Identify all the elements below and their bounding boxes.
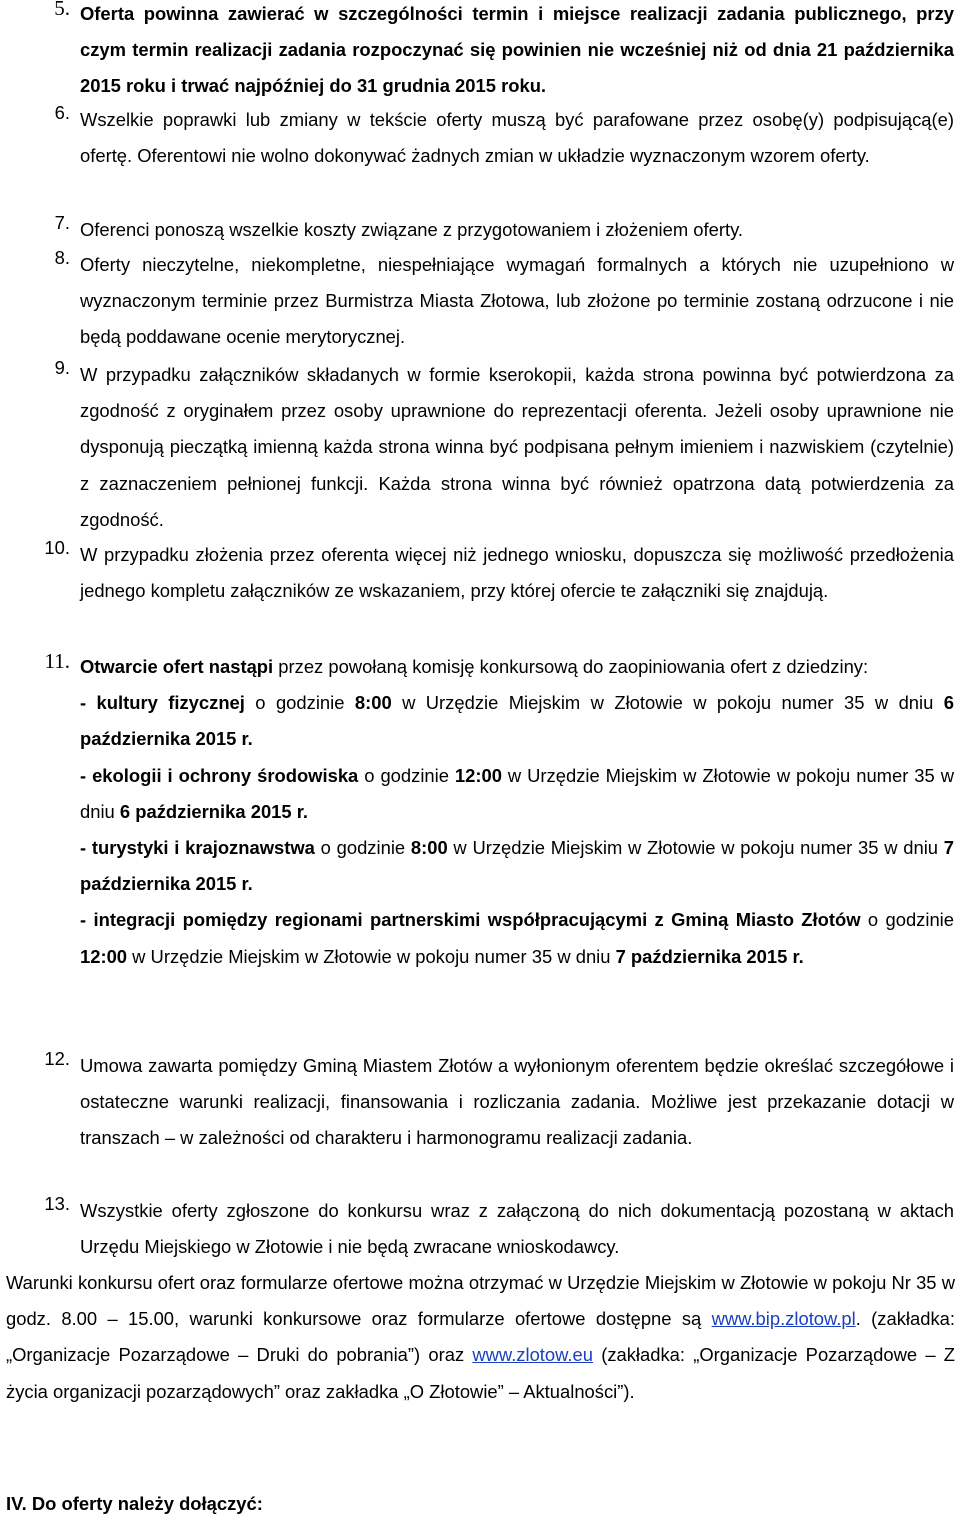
item-number: 6. xyxy=(54,102,70,123)
list-item-7 xyxy=(0,212,954,248)
list-item-13 xyxy=(0,1193,954,1265)
item-text: Otwarcie ofert nastąpi przez powołaną komisję konkursową do zaopiniowania ofert z dziedziny: - kultury fizycznej o godzinie 8:00 w Urzędzie Miejskim w Złotowie w pokoju numer 35 w dniu 6 października 2015 r. - ekologii i ochrony środowiska o godzinie 12:00 w Urzędzie Miejskim w Złotowie w pokoju numer 35 w dniu 6 października 2015 r. - turystyki i krajoznawstwa o godzinie 8:00 w Urzędzie Miejskim w Złotowie w pokoju numer 35 w dniu 7 października 2015 r. - integracji pomiędzy regionami partnerskimi współpracującymi z Gminą Miasto Złotów o godzinie 12:00 w Urzędzie Miejskim w Złotowie w pokoju numer 35 w dniu 7 października 2015 r. xyxy=(80,649,954,975)
list-item-8 xyxy=(0,247,954,356)
closing-paragraph: Warunki konkursu ofert oraz formularze ofertowe można otrzymać w Urzędzie Miejskim w Złotowie w pokoju Nr 35 w godz. 8.00 – 15.00, warunki konkursowe oraz formularze ofertowe dostępne są www.bip.zlotow.pl. (zakładka: „Organizacje Pozarządowe – Druki do pobrania”) oraz www.zlotow.eu (zakładka: „Organizacje Pozarządowe – Z życia organizacji pozarządowych” oraz zakładka „O Złotowie” – Aktualności”). xyxy=(6,1272,955,1402)
item-number: 7. xyxy=(54,212,70,233)
item-number: 11. xyxy=(44,649,70,673)
item-number: 10. xyxy=(44,537,70,558)
field-entry: - kultury fizycznej o godzinie 8:00 w Urzędzie Miejskim w Złotowie w pokoju numer 35 w dniu 6 października 2015 r. xyxy=(80,692,954,750)
list-item-10 xyxy=(0,537,954,609)
field-entry: - ekologii i ochrony środowiska o godzinie 12:00 w Urzędzie Miejskim w Złotowie w pokoju numer 35 w dniu 6 października 2015 r. xyxy=(80,764,954,822)
item-text: W przypadku złożenia przez oferenta więcej niż jednego wniosku, dopuszcza się możliwość przedłożenia jednego kompletu załączników ze wskazaniem, przy której ofercie te załączniki się znajdują. xyxy=(80,544,954,602)
item-text: Umowa zawarta pomiędzy Gminą Miastem Złotów a wyłonionym oferentem będzie określać szczegółowe i ostateczne warunki realizacji, finansowania i rozliczania zadania. Możliwe jest przekazanie dotacji w transzach – w zależności od charakteru i harmonogramu realizacji zadania. xyxy=(80,1055,954,1149)
item-number: 9. xyxy=(54,357,70,378)
field-entry: - integracji pomiędzy regionami partnerskimi współpracującymi z Gminą Miasto Złotów o godzinie 12:00 w Urzędzie Miejskim w Złotowie w pokoju numer 35 w dniu 7 października 2015 r. xyxy=(80,909,954,967)
item-number: 5. xyxy=(54,0,70,20)
item-text: W przypadku załączników składanych w formie kserokopii, każda strona powinna być potwierdzona za zgodność z oryginałem przez osoby uprawnione do reprezentacji oferenta. Jeżeli osoby uprawnione nie dysponują pieczątką imienną każda strona winna być podpisana pełnym imieniem i nazwiskiem (czytelnie) z zaznaczeniem pełnionej funkcji. Każda strona winna być również opatrzona datą potwierdzenia za zgodność. xyxy=(80,364,954,530)
item-text: Wszelkie poprawki lub zmiany w tekście oferty muszą być parafowane przez osobę(y) podpisującą(e) ofertę. Oferentowi nie wolno dokonywać żadnych zmian w układzie wyznaczonym wzorem oferty. xyxy=(80,109,954,167)
section-heading: IV. Do oferty należy dołączyć: xyxy=(6,1493,263,1514)
item-text: Oferenci ponoszą wszelkie koszty związane z przygotowaniem i złożeniem oferty. xyxy=(80,219,744,240)
item-number: 13. xyxy=(44,1193,70,1214)
list-item-11 xyxy=(0,649,954,975)
bip-link[interactable]: www.bip.zlotow.pl xyxy=(711,1308,856,1330)
field-entry: - turystyki i krajoznawstwa o godzinie 8:00 w Urzędzie Miejskim w Złotowie w pokoju numer 35 w dniu 7 października 2015 r. xyxy=(80,837,954,895)
item-number: 12. xyxy=(44,1048,70,1069)
opening-label: Otwarcie ofert nastąpi xyxy=(80,656,274,677)
item-text: Oferty nieczytelne, niekompletne, niespełniające wymagań formalnych a których nie uzupełniono w wyznaczonym terminie przez Burmistrza Miasta Złotowa, lub złożone po terminie zostaną odrzucone i nie będą poddawane ocenie merytorycznej. xyxy=(80,254,954,348)
list-item-12 xyxy=(0,1048,954,1157)
item-text: Oferta powinna zawierać w szczególności termin i miejsce realizacji zadania publicznego, przy czym termin realizacji zadania rozpoczynać się powinien nie wcześniej niż od dnia 21 października 2015 roku i trwać najpóźniej do 31 grudnia 2015 roku. xyxy=(80,3,954,97)
zlotow-link[interactable]: www.zlotow.eu xyxy=(472,1344,593,1366)
item-number: 8. xyxy=(54,247,70,268)
item-text: Wszystkie oferty zgłoszone do konkursu wraz z załączoną do nich dokumentacją pozostaną w aktach Urzędu Miejskiego w Złotowie i nie będą zwracane wnioskodawcy. xyxy=(80,1200,954,1258)
list-item-5 xyxy=(0,0,954,105)
list-item-6 xyxy=(0,102,954,174)
list-item-9 xyxy=(0,357,954,538)
